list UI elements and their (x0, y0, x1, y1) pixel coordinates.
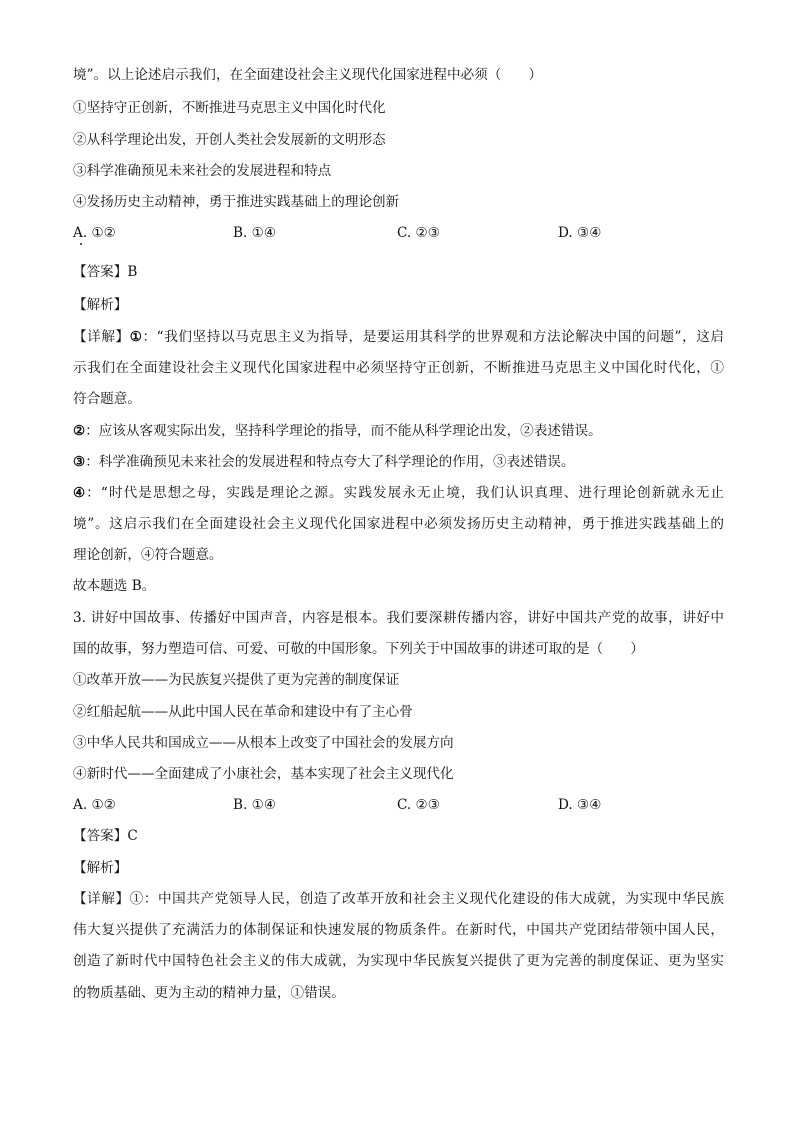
q3-analysis-label: 【解析】 (73, 860, 128, 876)
q2-stem-tail: 境”。以上论述启示我们，在全面建设社会主义现代化国家进程中必须（ ） (73, 67, 543, 83)
q2-statement-1: ①坚持守正创新，不断推进马克思主义中国化时代化 (73, 100, 386, 116)
q2-statement-2: ②从科学理论出发，开创人类社会发展新的文明形态 (73, 132, 386, 148)
q3-statement-1: ①改革开放——为民族复兴提供了更为完善的制度保证 (73, 672, 400, 688)
q3-stem-line-2: 国的故事，努力塑造可信、可爱、可敬的中国形象。下列关于中国故事的讲述可取的是（ ） (73, 641, 644, 657)
q3-detail-line-4: 的物质基础、更为主动的精神力量，①错误。 (73, 985, 345, 1001)
q2-detail-line-2: 示我们在全面建设社会主义现代化国家进程中必须坚持守正创新，不断推进马克思主义中国化时代化，① (73, 360, 724, 376)
q3-detail-line-3: 创造了新时代中国特色社会主义的伟大成就，为实现中华民族复兴提供了更为完善的制度保证、更为坚实 (73, 953, 724, 969)
q3-detail-line-1: 【详解】①：中国共产党领导人民，创造了改革开放和社会主义现代化建设的伟大成就，为实现中华民族 (73, 891, 724, 907)
q2-detail-line-7: 境”。这启示我们在全面建设社会主义现代化国家进程中必须发扬历史主动精神，勇于推进实践基础上的 (73, 516, 724, 532)
q2-conclusion: 故本题选 B。 (73, 578, 156, 594)
q3-statement-3: ③中华人民共和国成立——从根本上改变了中国社会的发展方向 (73, 735, 454, 751)
q2-answer: 【答案】B (73, 264, 138, 280)
q2-statement-4: ④发扬历史主动精神，勇于推进实践基础上的理论创新 (73, 194, 400, 210)
q3-stem-line-1: 3. 讲好中国故事、传播好中国声音，内容是根本。我们要深耕传播内容，讲好中国共产党的故事，讲好中 (73, 610, 724, 626)
q2-detail-line-1: 【详解】①：“我们坚持以马克思主义为指导，是要运用其科学的世界观和方法论解决中国的问题”，这启 (73, 329, 725, 345)
q3-statement-4: ④新时代——全面建成了小康社会，基本实现了社会主义现代化 (73, 766, 454, 782)
q2-option-c: C. ②③ (397, 225, 440, 241)
q2-detail-line-5: ③：科学准确预见未来社会的发展进程和特点夸大了科学理论的作用，③表述错误。 (73, 454, 575, 470)
q2-detail-line-8: 理论创新，④符合题意。 (73, 547, 223, 563)
q2-detail-line-4: ②：应该从客观实际出发，坚持科学理论的指导，而不能从科学理论出发，②表述错误。 (73, 423, 602, 439)
q3-option-d: D. ③④ (558, 797, 602, 813)
q2-statement-3: ③科学准确预见未来社会的发展进程和特点 (73, 163, 332, 179)
q2-option-a: A. ①② (73, 225, 116, 241)
q2-analysis-label: 【解析】 (73, 297, 128, 313)
q2-option-b: B. ①④ (233, 225, 277, 241)
q2-detail-line-6: ④：“时代是思想之母，实践是理论之源。实践发展永无止境，我们认识真理、进行理论创新就永无止 (73, 485, 724, 501)
stray-dot (80, 243, 82, 245)
q3-answer: 【答案】C (73, 828, 138, 844)
q3-option-b: B. ①④ (233, 797, 277, 813)
q2-option-d: D. ③④ (558, 225, 602, 241)
q2-detail-line-3: 符合题意。 (73, 391, 141, 407)
q3-detail-line-2: 伟大复兴提供了充满活力的体制保证和快速发展的物质条件。在新时代，中国共产党团结带领中国人民， (73, 922, 724, 938)
q3-option-c: C. ②③ (397, 797, 440, 813)
q3-option-a: A. ①② (73, 797, 116, 813)
q3-statement-2: ②红船起航——从此中国人民在革命和建设中有了主心骨 (73, 704, 413, 720)
